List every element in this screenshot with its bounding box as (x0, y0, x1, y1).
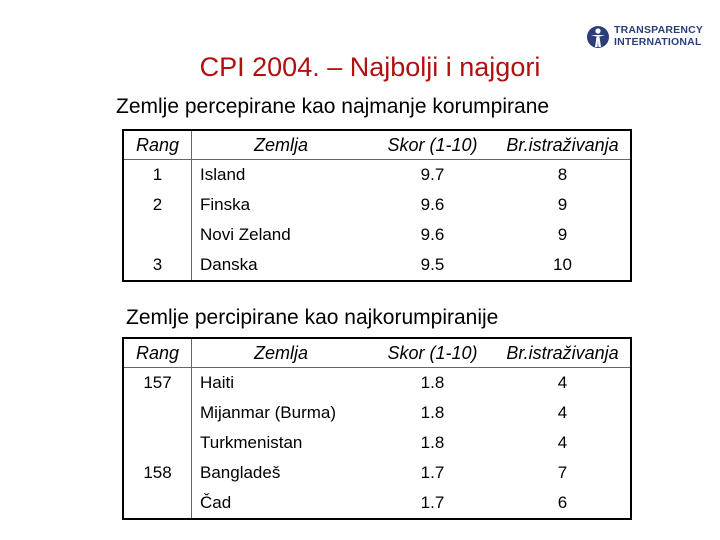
country-cell: Turkmenistan (200, 433, 303, 452)
rank-cell (123, 488, 192, 519)
country-cell: Mijanmar (Burma) (200, 403, 337, 422)
page-title: CPI 2004. – Najbolji i najgori (199, 52, 541, 82)
surveys-cell: 8 (557, 165, 568, 184)
rank-cell (123, 220, 192, 250)
header-score: Skor (1-10) (370, 130, 495, 160)
score-cell: 1.7 (420, 493, 445, 512)
surveys-cell: 4 (557, 403, 568, 422)
surveys-cell: 9 (557, 195, 568, 214)
rank-cell (123, 428, 192, 458)
least-corrupt-table (122, 129, 632, 282)
score-cell: 9.6 (420, 195, 445, 214)
most-corrupt-table (122, 337, 632, 520)
country-cell: Novi Zeland (200, 225, 291, 244)
surveys-cell: 4 (557, 373, 568, 392)
surveys-cell: 4 (557, 433, 568, 452)
best-subtitle: Zemlje percepirane kao najmanje korumpirane (116, 95, 550, 118)
rank-cell: 158 (123, 458, 192, 488)
country-cell: Haiti (200, 373, 235, 392)
rank-cell: 157 (123, 368, 192, 399)
table-row (123, 428, 631, 458)
worst-subtitle: Zemlje percipirane kao najkorumpiranije (126, 306, 499, 329)
header-score: Skor (1-10) (370, 338, 495, 368)
table-row (123, 488, 631, 519)
score-cell: 9.7 (420, 165, 445, 184)
header-country: Zemlja (192, 130, 371, 160)
header-surveys: Br.istraživanja (495, 338, 631, 368)
country-cell: Danska (200, 255, 258, 274)
table-row (123, 220, 631, 250)
ti-globe-icon (586, 23, 610, 51)
table-row (123, 190, 631, 220)
country-cell: Bangladeš (200, 463, 281, 482)
table-header-row (123, 130, 631, 160)
score-cell: 1.8 (420, 403, 445, 422)
surveys-cell: 6 (557, 493, 568, 512)
table-row (123, 398, 631, 428)
table-row (123, 250, 631, 281)
header-rank: Rang (123, 130, 192, 160)
logo-line-2: INTERNATIONAL (614, 36, 702, 48)
header-rank: Rang (123, 338, 192, 368)
table-row (123, 160, 631, 191)
table-row (123, 368, 631, 399)
logo-line-1: TRANSPARENCY (614, 24, 704, 36)
table-header-row (123, 338, 631, 368)
surveys-cell: 7 (557, 463, 568, 482)
score-cell: 1.7 (420, 463, 445, 482)
header-surveys: Br.istraživanja (495, 130, 631, 160)
rank-cell: 3 (123, 250, 192, 281)
surveys-cell: 9 (557, 225, 568, 244)
header-country: Zemlja (192, 338, 371, 368)
table-row (123, 458, 631, 488)
country-cell: Čad (200, 493, 232, 512)
rank-cell: 1 (123, 160, 192, 191)
score-cell: 1.8 (420, 373, 445, 392)
transparency-international-logo (586, 20, 706, 54)
score-cell: 1.8 (420, 433, 445, 452)
rank-cell (123, 398, 192, 428)
country-cell: Finska (200, 195, 251, 214)
country-cell: Island (200, 165, 246, 184)
score-cell: 9.6 (420, 225, 445, 244)
surveys-cell: 10 (553, 255, 572, 274)
rank-cell: 2 (123, 190, 192, 220)
score-cell: 9.5 (420, 255, 445, 274)
